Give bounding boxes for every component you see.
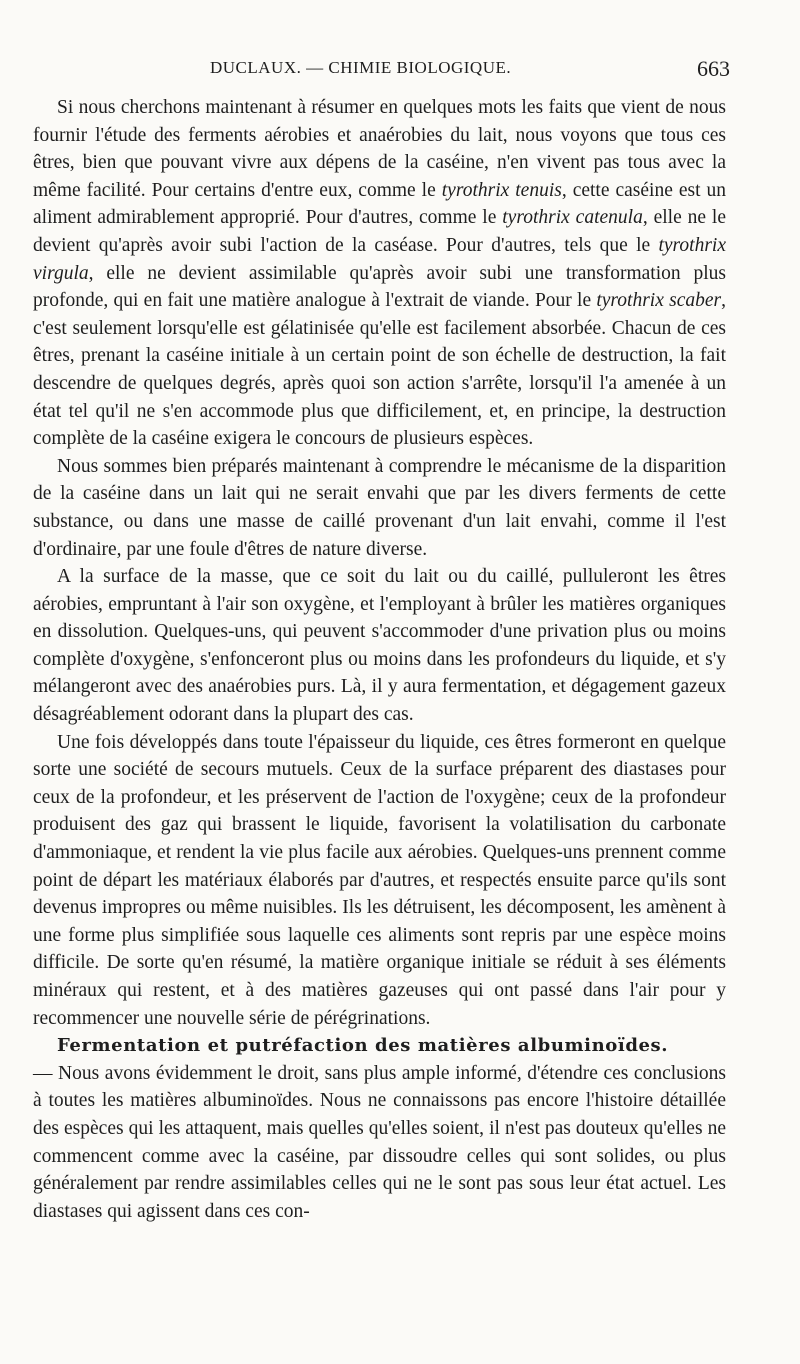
text-run: , elle ne le devient qu'après avoir subi l'action de la caséase. Pour d'autres, tels que le bbox=[33, 207, 726, 256]
section-text: — Nous avons évidemment le droit, sans plus ample informé, d'étendre ces conclusions à toutes les matières albuminoïdes. Nous ne connaissons pas encore l'histoire détaillée des espèces qui les attaquent, mais quelles qu'elles soient, il n'est pas douteux qu'elles ne commencent comme avec la caséine, par dissoudre celles qui sont solides, ou plus généralement par rendre assimilables celles qui ne le sont pas sous leur état actuel. Les diastases qui agissent dans ces con- bbox=[33, 1062, 726, 1222]
text-run: Nous sommes bien préparés maintenant à comprendre le mécanisme de la disparition de la caséine dans un lait qui ne serait envahi que par les divers ferments de cette substance, ou dans une masse de caillé provenant d'un lait envahi, comme il l'est d'ordinaire, par une foule d'êtres de nature diverse. bbox=[33, 455, 726, 560]
section-heading: Fermentation et putréfaction des matières albuminoïdes. bbox=[57, 1035, 669, 1057]
species-name: tyrothrix virgula bbox=[33, 234, 726, 284]
text-run: Si nous cherchons maintenant à résumer en quelques mots les faits que vient de nous fournir l'étude des ferments aérobies et anaérobies du lait, nous voyons que tous ces êtres, bien que pouvant vivre aux dépens de la caséine, n'en vivent pas tous avec la même facilité. Pour certains d'entre eux, comme le bbox=[33, 97, 726, 201]
running-head bbox=[0, 56, 800, 84]
species-name: tyrothrix catenula bbox=[502, 207, 643, 229]
text-run: , c'est seulement lorsqu'elle est gélatinisée qu'elle est facilement absorbée. Chacun de ces êtres, prenant la caséine initiale à un certain point de son échelle de destruction, la fait descendre de quelques degrés, après quoi son action s'arrête, lorsqu'il l'a amenée à un état tel qu'il ne s'en accommode plus que difficilement, et, en principe, la destruction complète de la caséine exigera le concours de plusieurs espèces. bbox=[33, 290, 726, 450]
species-name: tyrothrix scaber bbox=[596, 290, 722, 312]
running-title: DUCLAUX. — CHIMIE BIOLOGIQUE. bbox=[210, 58, 512, 77]
page-number: 663 bbox=[697, 56, 730, 81]
text-run: A la surface de la masse, que ce soit du lait ou du caillé, pulluleront les êtres aérobies, empruntant à l'air son oxygène, et l'employant à brûler les matières organiques en dissolution. Quelques-uns, qui peuvent s'accommoder d'une privation plus ou moins complète d'oxygène, s'enfonceront plus ou moins dans les profondeurs du liquide, et s'y mélangeront avec des anaérobies purs. Là, il y aura fermentation, et dégagement gazeux désagréablement odorant dans la plupart des cas. bbox=[33, 566, 726, 726]
paragraph-summary bbox=[33, 94, 726, 453]
species-name: tyrothrix tenuis bbox=[441, 179, 562, 201]
text-run: , cette caséine est un aliment admirablement approprié. Pour d'autres, comme le bbox=[33, 179, 726, 229]
paragraph-surface bbox=[33, 563, 726, 729]
section-albuminoids bbox=[33, 1032, 726, 1225]
text-run: Une fois développés dans toute l'épaisseur du liquide, ces êtres formeront en quelque sorte une société de secours mutuels. Ceux de la surface préparent des diastases pour ceux de la profondeur, et les préservent de l'action de l'oxygène; ceux de la profondeur produisent des gaz qui brassent le liquide, favorisent la volatilisation du carbonate d'ammoniaque, et rendent la vie plus facile aux aérobies. Quelques-uns prennent comme point de départ les matériaux élaborés par d'autres, et respectés ensuite parce qu'ils sont devenus impropres ou même nuisibles. Ils les détruisent, les décomposent, les amènent à une forme plus simplifiée sous laquelle ces aliments sont repris par une espèce moins difficile. De sorte qu'en résumé, la matière organique initiale se réduit à ses éléments minéraux qui restent, et à des matières gazeuses qui ont passé dans l'air pour y recommencer une nouvelle série de pérégrinations. bbox=[33, 731, 726, 1029]
paragraph-mechanism bbox=[33, 453, 726, 563]
paragraph-society bbox=[33, 729, 726, 1033]
text-run: , elle ne devient assimilable qu'après avoir subi une transformation plus profonde, qui en fait une matière analogue à l'extrait de viande. Pour le bbox=[33, 262, 726, 312]
body-text bbox=[33, 94, 726, 1225]
